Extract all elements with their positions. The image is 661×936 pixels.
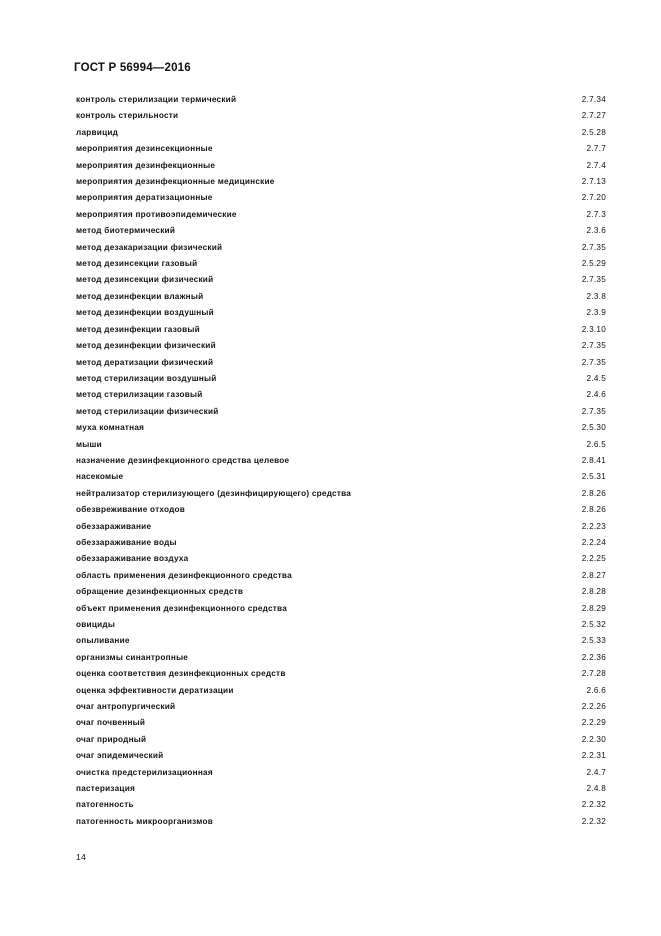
index-entry-clause: 2.3.8 [586,291,606,301]
index-entry [76,272,606,288]
index-entry-clause: 2.4.5 [586,373,606,383]
index-entry [76,568,606,584]
index-entry [76,650,606,666]
index-entry-clause: 2.8.26 [581,505,606,515]
index-entry [76,371,606,387]
index-entry-term: метод стерилизации газовый [76,390,203,400]
alphabetical-index-list [76,92,606,830]
index-entry [76,814,606,830]
index-entry-term: ларвицид [76,127,119,137]
index-entry [76,699,606,715]
index-entry [76,797,606,813]
index-entry-term: муха комнатная [76,423,145,433]
index-entry-clause: 2.3.10 [581,324,606,334]
index-entry-term: метод дератизации физический [76,357,214,367]
index-entry [76,437,606,453]
index-entry-clause: 2.5.29 [581,259,606,269]
index-entry [76,519,606,535]
index-entry [76,141,606,157]
index-entry [76,108,606,124]
index-entry-term: обращение дезинфекционных средств [76,587,244,597]
index-entry-term: мероприятия дезинсекционные [76,144,213,154]
index-entry-clause: 2.7.34 [581,95,606,104]
index-entry-term: объект применения дезинфекционного средства [76,603,288,613]
index-entry-term: мыши [76,439,102,449]
index-entry-term: нейтрализатор стерилизующего (дезинфицирующего) средства [76,488,352,498]
index-entry [76,190,606,206]
index-entry [76,633,606,649]
index-entry-clause: 2.2.29 [581,718,606,728]
index-entry-clause: 2.5.32 [581,620,606,629]
index-entry-term: метод биотермический [76,226,176,236]
index-entry-clause: 2.7.7 [586,144,606,154]
index-entry-term: область применения дезинфекционного средства [76,570,292,580]
index-entry-term: оценка соответствия дезинфекционных средств [76,669,286,679]
index-entry-term: организмы синантропные [76,652,189,662]
index-entry [76,732,606,748]
index-entry-clause: 2.7.35 [581,341,606,351]
index-entry-clause: 2.7.35 [581,406,606,416]
index-entry-clause: 2.5.28 [581,127,606,137]
index-entry-clause: 2.7.35 [581,275,606,285]
index-entry-clause: 2.5.30 [581,423,606,433]
index-entry-clause: 2.2.32 [581,800,606,810]
index-entry-clause: 2.6.5 [586,439,606,449]
index-entry-term: оценка эффективности дератизации [76,685,234,695]
index-entry-clause: 2.7.20 [581,193,606,203]
index-entry-clause: 2.7.27 [581,111,606,121]
index-entry-term: мероприятия дезинфекционные [76,160,216,170]
index-entry-clause: 2.7.35 [581,242,606,252]
index-entry-term: метод дезинфекции физический [76,341,216,351]
index-entry [76,338,606,354]
index-entry [76,174,606,190]
page-number: 14 [76,852,86,862]
index-entry-term: опыливание [76,636,130,646]
index-entry-term: мероприятия противоэпидемические [76,209,237,219]
index-entry-clause: 2.2.24 [581,537,606,547]
document-standard-number: ГОСТ Р 56994—2016 [74,62,191,74]
index-entry-clause: 2.8.27 [581,570,606,580]
index-entry-term: метод дезинсекции газовый [76,259,198,269]
index-entry [76,158,606,174]
index-entry [76,453,606,469]
index-entry-term: метод дезинсекции физический [76,275,214,285]
index-entry [76,387,606,403]
index-entry-clause: 2.2.23 [581,521,606,531]
index-entry-clause: 2.4.6 [586,390,606,400]
index-entry [76,469,606,485]
index-entry [76,256,606,272]
index-entry [76,601,606,617]
index-entry-term: назначение дезинфекционного средства целевое [76,455,290,465]
index-entry [76,502,606,518]
index-entry [76,765,606,781]
index-entry [76,404,606,420]
index-entry-clause: 2.3.9 [586,308,606,318]
index-entry-term: мероприятия дезинфекционные медицинские [76,177,275,187]
index-entry [76,289,606,305]
index-entry-clause: 2.2.26 [581,702,606,712]
index-entry [76,748,606,764]
index-entry-term: очаг эпидемический [76,751,164,761]
index-entry-term: патогенность микроорганизмов [76,816,214,826]
index-entry-term: обеззараживание воздуха [76,554,189,564]
index-entry-clause: 2.8.41 [581,455,606,465]
index-entry-term: обезвреживание отходов [76,505,186,515]
index-entry [76,125,606,141]
index-entry [76,551,606,567]
index-entry-clause: 2.7.3 [586,209,606,219]
index-entry-term: насекомые [76,472,124,482]
index-entry [76,240,606,256]
index-entry-term: очаг антропургический [76,702,176,712]
index-entry [76,355,606,371]
index-entry [76,223,606,239]
index-entry-term: очистка предстерилизационная [76,767,213,777]
index-entry [76,420,606,436]
index-entry-clause: 2.8.29 [581,603,606,613]
index-entry-term: метод стерилизации физический [76,406,219,416]
index-entry [76,715,606,731]
index-entry-clause: 2.4.7 [586,767,606,777]
index-entry-term: обеззараживание воды [76,537,177,547]
index-entry-clause: 2.8.28 [581,587,606,597]
index-entry-clause: 2.5.33 [581,636,606,646]
index-entry-term: обеззараживание [76,521,152,531]
index-entry-term: очаг природный [76,734,147,744]
index-entry-clause: 2.5.31 [581,472,606,482]
index-entry [76,666,606,682]
index-entry-term: овициды [76,620,116,629]
index-entry-term: пастеризация [76,784,136,794]
index-entry-clause: 2.3.6 [586,226,606,236]
index-entry [76,207,606,223]
index-entry-clause: 2.2.31 [581,751,606,761]
index-entry-term: метод дезинфекции воздушный [76,308,214,318]
index-entry-clause: 2.7.4 [586,160,606,170]
index-entry-clause: 2.2.32 [581,816,606,826]
index-entry [76,92,606,108]
index-entry [76,535,606,551]
index-entry-clause: 2.2.25 [581,554,606,564]
index-entry-clause: 2.7.35 [581,357,606,367]
index-entry [76,305,606,321]
index-entry-clause: 2.2.36 [581,652,606,662]
index-entry [76,486,606,502]
index-entry-clause: 2.2.30 [581,734,606,744]
index-entry-clause: 2.7.13 [581,177,606,187]
index-entry-clause: 2.8.26 [581,488,606,498]
index-entry-term: метод дезинфекции влажный [76,291,204,301]
index-entry [76,584,606,600]
index-entry-term: мероприятия дератизационные [76,193,213,203]
index-entry-term: метод дезакаризации физический [76,242,223,252]
index-entry-clause: 2.6.6 [586,685,606,695]
index-entry [76,781,606,797]
index-entry [76,322,606,338]
index-entry-term: контроль стерильности [76,111,179,121]
index-entry-term: метод стерилизации воздушный [76,373,217,383]
index-entry-term: патогенность [76,800,134,810]
index-entry [76,617,606,633]
index-entry-term: очаг почвенный [76,718,146,728]
index-entry-clause: 2.7.28 [581,669,606,679]
index-entry-clause: 2.4.8 [586,784,606,794]
index-entry-term: метод дезинфекции газовый [76,324,200,334]
index-entry [76,683,606,699]
index-entry-term: контроль стерилизации термический [76,95,237,104]
